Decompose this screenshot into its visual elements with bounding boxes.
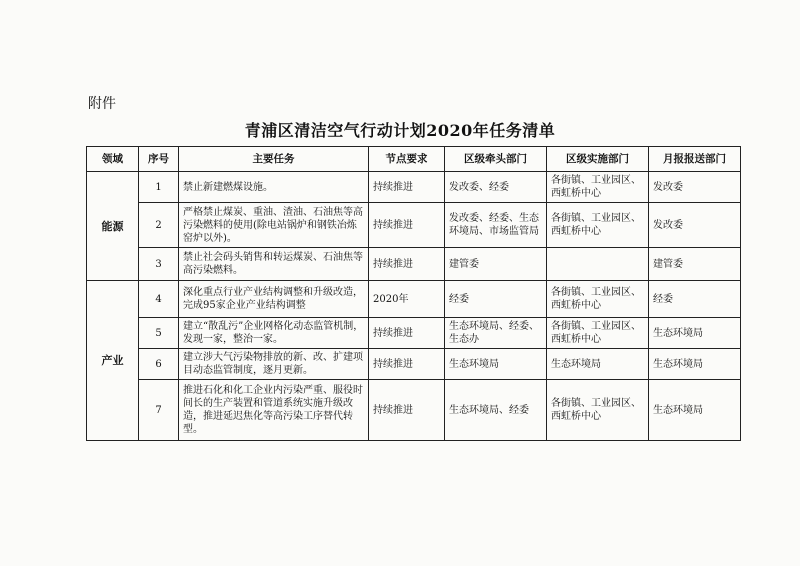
- lead-dept-cell: 经委: [445, 281, 547, 318]
- task-cell: 严格禁止煤炭、重油、渣油、石油焦等高污染燃料的使用(除电站锅炉和钢铁冶炼窑炉以外)。: [179, 203, 369, 248]
- report-dept-cell: 生态环境局: [649, 349, 741, 380]
- row-number: 2: [139, 203, 179, 248]
- node-cell: 持续推进: [369, 318, 445, 349]
- node-cell: 持续推进: [369, 248, 445, 281]
- header-no: 序号: [139, 147, 179, 172]
- lead-dept-cell: 生态环境局、经委、生态办: [445, 318, 547, 349]
- task-table: [86, 146, 741, 441]
- impl-dept-cell: 各街镇、工业园区、西虹桥中心: [547, 203, 649, 248]
- impl-dept-cell: 各街镇、工业园区、西虹桥中心: [547, 318, 649, 349]
- lead-dept-cell: 发改委、经委: [445, 172, 547, 203]
- task-cell: 禁止社会码头销售和转运煤炭、石油焦等高污染燃料。: [179, 248, 369, 281]
- node-cell: 持续推进: [369, 203, 445, 248]
- node-cell: 持续推进: [369, 349, 445, 380]
- row-number: 4: [139, 281, 179, 318]
- impl-dept-cell: [547, 248, 649, 281]
- row-number: 6: [139, 349, 179, 380]
- node-cell: 持续推进: [369, 172, 445, 203]
- task-cell: 深化重点行业产业结构调整和升级改造，完成95家企业产业结构调整: [179, 281, 369, 318]
- report-dept-cell: 发改委: [649, 203, 741, 248]
- lead-dept-cell: 生态环境局: [445, 349, 547, 380]
- report-dept-cell: 生态环境局: [649, 380, 741, 441]
- header-lead-dept: 区级牵头部门: [445, 147, 547, 172]
- table-header-row: [87, 147, 741, 172]
- task-cell: 推进石化和化工企业内污染严重、服役时间长的生产装置和管道系统实施升级改造，推进延迟焦化等高污染工序替代转型。: [179, 380, 369, 441]
- lead-dept-cell: 发改委、经委、生态环境局、市场监管局: [445, 203, 547, 248]
- header-report-dept: 月报报送部门: [649, 147, 741, 172]
- table-row: [87, 380, 741, 441]
- report-dept-cell: 发改委: [649, 172, 741, 203]
- row-number: 1: [139, 172, 179, 203]
- table-row: [87, 172, 741, 203]
- header-task: 主要任务: [179, 147, 369, 172]
- task-cell: 建立涉大气污染物排放的新、改、扩建项目动态监管制度，逐月更新。: [179, 349, 369, 380]
- table-row: [87, 248, 741, 281]
- domain-cell: 产业: [87, 281, 139, 441]
- task-cell: 禁止新建燃煤设施。: [179, 172, 369, 203]
- impl-dept-cell: 各街镇、工业园区、西虹桥中心: [547, 281, 649, 318]
- node-cell: 持续推进: [369, 380, 445, 441]
- report-dept-cell: 生态环境局: [649, 318, 741, 349]
- header-domain: 领域: [87, 147, 139, 172]
- report-dept-cell: 建管委: [649, 248, 741, 281]
- table-row: [87, 203, 741, 248]
- node-cell: 2020年: [369, 281, 445, 318]
- impl-dept-cell: 各街镇、工业园区、西虹桥中心: [547, 172, 649, 203]
- lead-dept-cell: 建管委: [445, 248, 547, 281]
- table-row: [87, 349, 741, 380]
- header-impl-dept: 区级实施部门: [547, 147, 649, 172]
- impl-dept-cell: 各街镇、工业园区、西虹桥中心: [547, 380, 649, 441]
- lead-dept-cell: 生态环境局、经委: [445, 380, 547, 441]
- document-title: 青浦区清洁空气行动计划2020年任务清单: [244, 121, 556, 140]
- table-row: [87, 318, 741, 349]
- attachment-label: 附件: [88, 96, 116, 112]
- task-cell: 建立“散乱污”企业网格化动态监管机制，发现一家，整治一家。: [179, 318, 369, 349]
- row-number: 7: [139, 380, 179, 441]
- header-node: 节点要求: [369, 147, 445, 172]
- domain-cell: 能源: [87, 172, 139, 281]
- impl-dept-cell: 生态环境局: [547, 349, 649, 380]
- table-row: [87, 281, 741, 318]
- report-dept-cell: 经委: [649, 281, 741, 318]
- row-number: 3: [139, 248, 179, 281]
- row-number: 5: [139, 318, 179, 349]
